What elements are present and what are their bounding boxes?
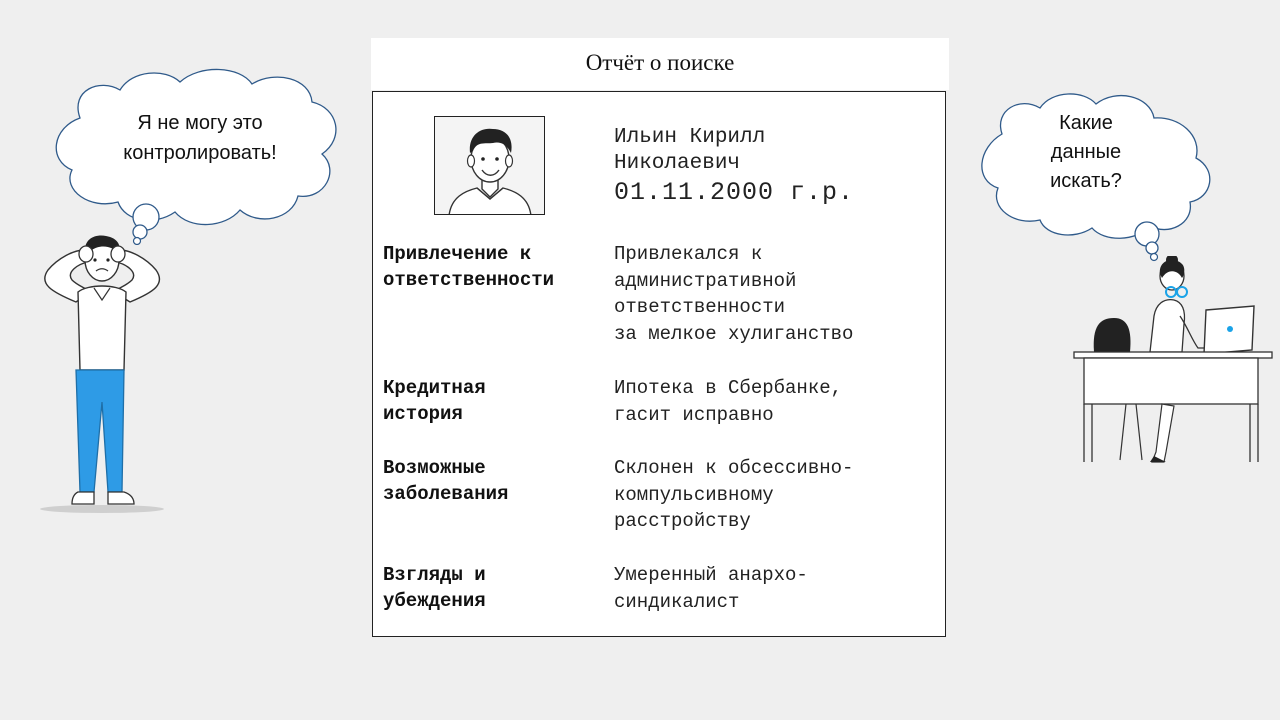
- woman-at-laptop-illustration: [1070, 256, 1276, 466]
- report-title-bar: [371, 38, 949, 90]
- value-liability: Привлекался к административной ответственности за мелкое хулиганство: [614, 243, 854, 345]
- worried-man-illustration: [30, 232, 180, 518]
- value-views: Умеренный анархо- синдикалист: [614, 564, 808, 613]
- person-dob: 01.11.2000 г.р.: [614, 178, 855, 207]
- value-credit-history: Ипотека в Сбербанке, гасит исправно: [614, 377, 843, 426]
- left-bubble-text: Я не могу это контролировать!: [123, 112, 277, 164]
- report-title: Отчёт о поиске: [585, 50, 735, 75]
- label-liability: Привлечение к ответственности: [383, 243, 555, 291]
- right-bubble-text: Какие данные искать?: [1050, 112, 1122, 192]
- label-credit-history: Кредитная история: [383, 377, 486, 425]
- person-patronymic: Николаевич: [614, 152, 741, 175]
- person-name: Ильин Кирилл: [614, 126, 766, 149]
- label-diseases: Возможные заболевания: [383, 457, 509, 505]
- value-diseases: Склонен к обсессивно- компульсивному расстройству: [614, 457, 854, 532]
- label-views: Взгляды и убеждения: [383, 564, 486, 612]
- person-portrait-icon: [434, 116, 545, 215]
